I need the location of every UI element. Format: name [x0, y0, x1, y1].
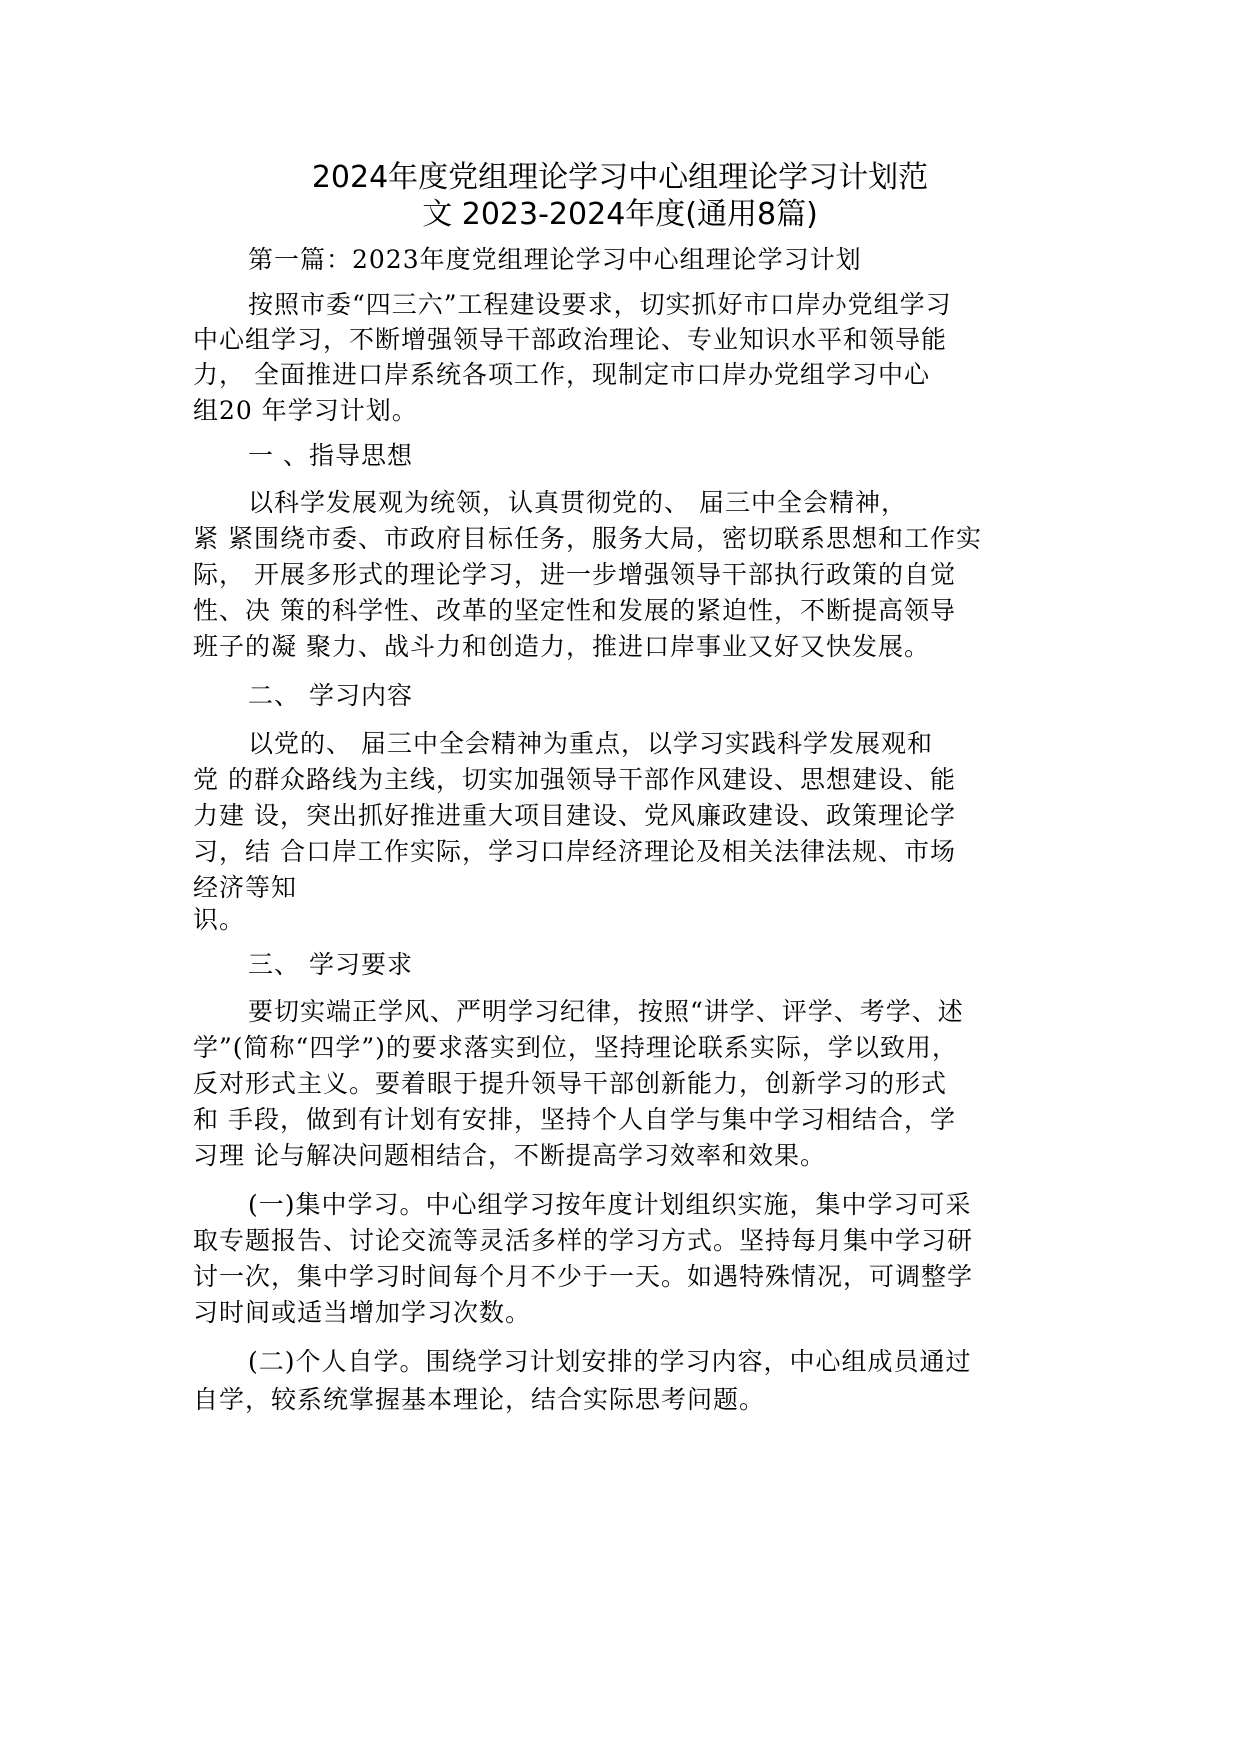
section-heading: 二、 学习内容 [248, 681, 413, 710]
paragraph-line: 党 的群众路线为主线，切实加强领导干部作风建设、思想建设、能 [193, 765, 956, 794]
paragraph-line: 际， 开展多形式的理论学习，进一步增强领导干部执行政策的自觉 [193, 560, 956, 589]
paragraph-line: 识。 [193, 905, 246, 934]
paragraph-line: 以党的、 届三中全会精神为重点，以学习实践科学发展观和 [248, 729, 933, 758]
paragraph-line: 组20 年学习计划。 [193, 396, 418, 425]
paragraph-line: 按照市委“四三六”工程建设要求，切实抓好市口岸办党组学习 [248, 290, 952, 319]
paragraph-line: 紧 紧围绕市委、市政府目标任务，服务大局，密切联系思想和工作实 [193, 524, 982, 553]
paragraph-line: (二)个人自学。围绕学习计划安排的学习内容，中心组成员通过 [248, 1347, 972, 1376]
paragraph-line: 自学，较系统掌握基本理论，结合实际思考问题。 [193, 1385, 766, 1414]
paragraph-line: 班子的凝 聚力、战斗力和创造力，推进口岸事业又好又快发展。 [193, 632, 930, 661]
paragraph-line: 反对形式主义。要着眼于提升领导干部创新能力，创新学习的形式 [193, 1069, 948, 1098]
paragraph-line: 力建 设，突出抓好推进重大项目建设、党风廉政建设、政策理论学 [193, 801, 956, 830]
paragraph-line: 习，结 合口岸工作实际，学习口岸经济理论及相关法律法规、市场 [193, 837, 956, 866]
paragraph-line: 中心组学习，不断增强领导干部政治理论、专业知识水平和领导能 [193, 325, 948, 354]
paragraph-line: 要切实端正学风、严明学习纪律，按照“讲学、评学、考学、述 [248, 997, 964, 1026]
paragraph-line: 习理 论与解决问题相结合，不断提高学习效率和效果。 [193, 1141, 826, 1170]
paragraph-line: 取专题报告、讨论交流等灵活多样的学习方式。坚持每月集中学习研 [193, 1226, 974, 1255]
paragraph-line: (一)集中学习。中心组学习按年度计划组织实施，集中学习可采 [248, 1190, 972, 1219]
paragraph-line: 学”(简称“四学”)的要求落实到位，坚持理论联系实际，学以致用， [193, 1033, 958, 1062]
section-heading: 一 、指导思想 [248, 441, 413, 470]
paragraph-line: 以科学发展观为统领，认真贯彻党的、 届三中全会精神， [248, 488, 907, 517]
document-title-line-1: 2024年度党组理论学习中心组理论学习计划范 [311, 160, 929, 195]
article-heading: 第一篇：2023年度党组理论学习中心组理论学习计划 [248, 245, 862, 274]
paragraph-line: 经济等知 [193, 873, 298, 902]
paragraph-line: 性、决 策的科学性、改革的坚定性和发展的紧迫性，不断提高领导 [193, 596, 956, 625]
paragraph-line: 讨一次，集中学习时间每个月不少于一天。如遇特殊情况，可调整学 [193, 1262, 974, 1291]
document-title-line-2: 文 2023-2024年度(通用8篇) [422, 197, 818, 232]
paragraph-line: 力， 全面推进口岸系统各项工作，现制定市口岸办党组学习中心 [193, 360, 930, 389]
section-heading: 三、 学习要求 [248, 950, 413, 979]
paragraph-line: 和 手段，做到有计划有安排，坚持个人自学与集中学习相结合，学 [193, 1105, 956, 1134]
paragraph-line: 习时间或适当增加学习次数。 [193, 1298, 532, 1327]
